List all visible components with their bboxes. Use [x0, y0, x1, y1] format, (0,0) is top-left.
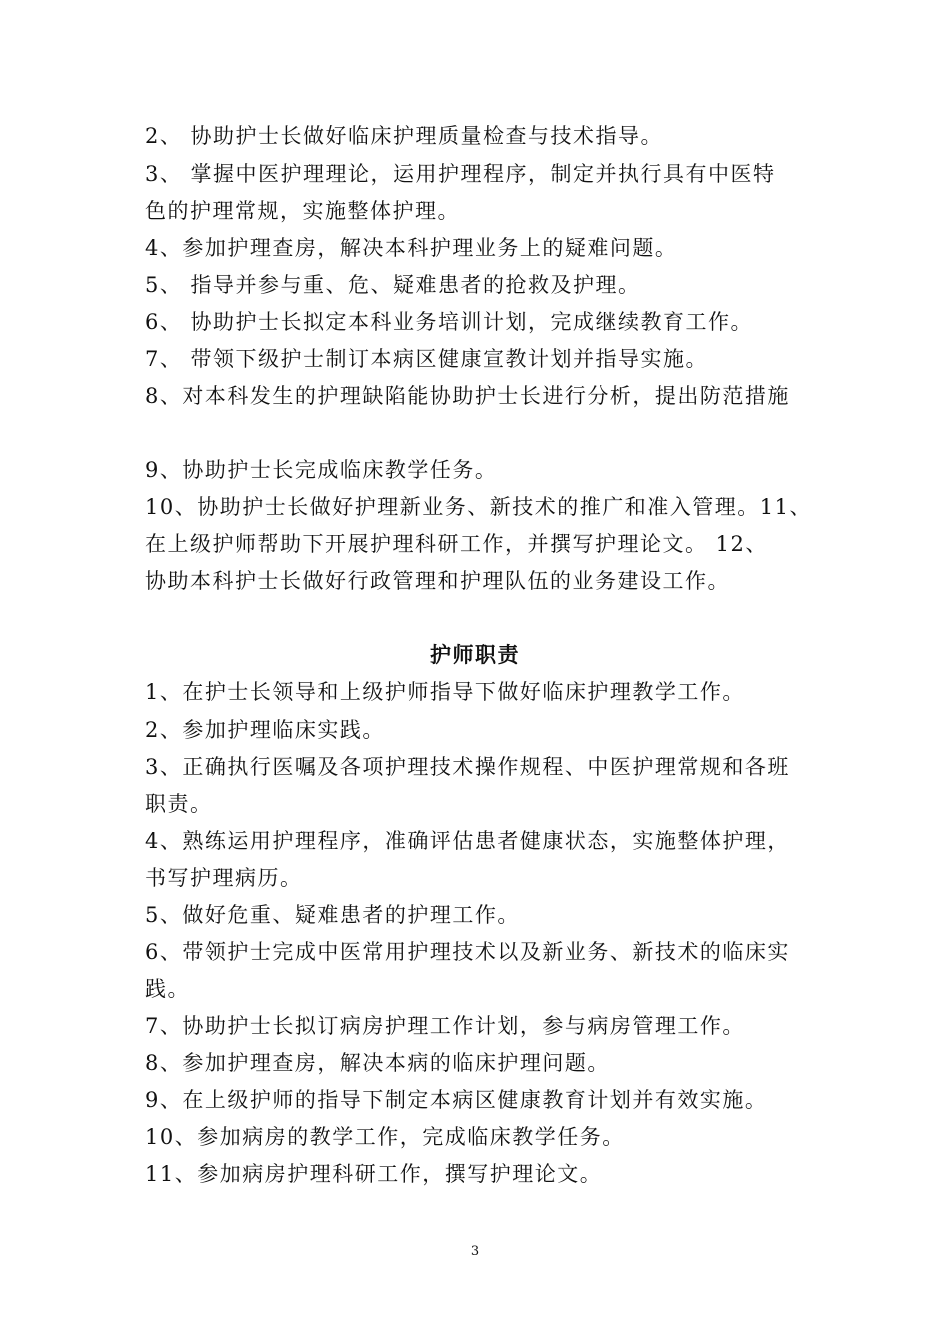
paragraph-line: 5、 指导并参与重、危、疑难患者的抢救及护理。	[145, 273, 641, 297]
paragraph-line: 10、协助护士长做好护理新业务、新技术的推广和准入管理。11、	[145, 495, 812, 519]
paragraph-line: 9、协助护士长完成临床教学任务。	[145, 458, 498, 482]
paragraph-line: 职责。	[145, 792, 213, 816]
paragraph-line: 4、参加护理查房，解决本科护理业务上的疑难问题。	[145, 236, 678, 260]
paragraph-line: 9、在上级护师的指导下制定本病区健康教育计划并有效实施。	[145, 1088, 768, 1112]
page-number: 3	[470, 1244, 480, 1259]
paragraph-line: 8、参加护理查房，解决本病的临床护理问题。	[145, 1051, 610, 1075]
paragraph-line: 1、在护士长领导和上级护师指导下做好临床护理教学工作。	[145, 680, 745, 704]
paragraph-line: 2、参加护理临床实践。	[145, 718, 385, 742]
paragraph-line: 2、 协助护士长做好临床护理质量检查与技术指导。	[145, 124, 664, 148]
paragraph-line: 6、 协助护士长拟定本科业务培训计划，完成继续教育工作。	[145, 310, 754, 334]
paragraph-line: 8、对本科发生的护理缺陷能协助护士长进行分析，提出防范措施	[145, 384, 790, 408]
paragraph-line: 7、协助护士长拟订病房护理工作计划，参与病房管理工作。	[145, 1014, 745, 1038]
paragraph-line: 3、 掌握中医护理理论，运用护理程序，制定并执行具有中医特	[145, 162, 776, 186]
paragraph-line: 4、熟练运用护理程序，准确评估患者健康状态，实施整体护理，	[145, 829, 790, 853]
paragraph-line: 10、参加病房的教学工作，完成临床教学任务。	[145, 1125, 625, 1149]
paragraph-line: 色的护理常规，实施整体护理。	[145, 199, 460, 223]
paragraph-line: 协助本科护士长做好行政管理和护理队伍的业务建设工作。	[145, 569, 730, 593]
paragraph-line: 6、带领护士完成中医常用护理技术以及新业务、新技术的临床实	[145, 940, 790, 964]
paragraph-line: 7、 带领下级护士制订本病区健康宣教计划并指导实施。	[145, 347, 709, 371]
paragraph-line: 5、做好危重、疑难患者的护理工作。	[145, 903, 520, 927]
paragraph-line: 在上级护师帮助下开展护理科研工作，并撰写护理论文。 12、	[145, 532, 768, 556]
paragraph-line: 3、正确执行医嘱及各项护理技术操作规程、中医护理常规和各班	[145, 755, 790, 779]
paragraph-line: 书写护理病历。	[145, 866, 303, 890]
section-title: 护师职责	[430, 642, 520, 667]
paragraph-line: 践。	[145, 977, 190, 1001]
paragraph-line: 11、参加病房护理科研工作，撰写护理论文。	[145, 1162, 603, 1186]
